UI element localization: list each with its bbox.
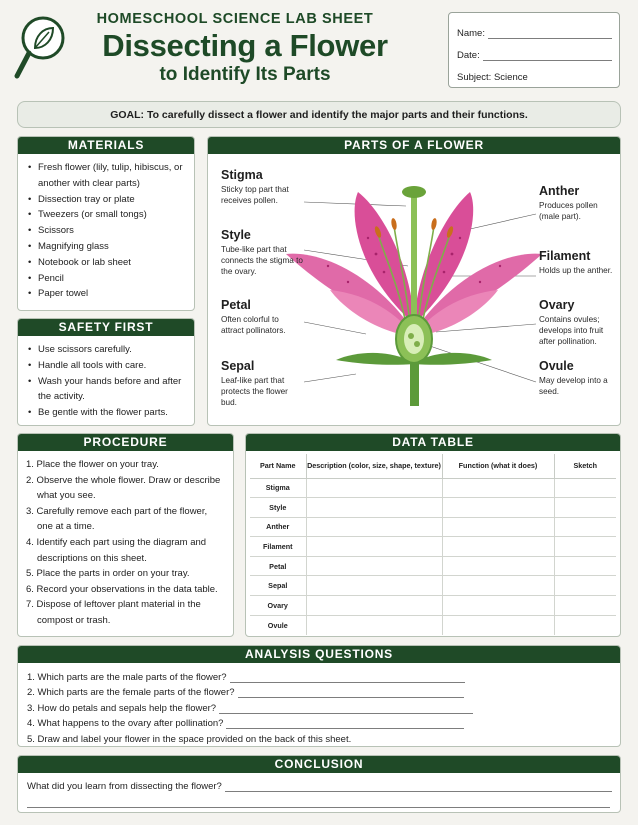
safety-list (18, 336, 194, 421)
question-text: 4. What happens to the ovary after pollination? (27, 718, 224, 729)
row-part-name: Ovary (250, 596, 306, 616)
list-item: • Be gentle with the flower parts. (28, 405, 186, 421)
page-title: Dissecting a Flower (102, 28, 388, 63)
label-anther-desc: Produces pollen (male part). (539, 201, 598, 221)
procedure-step: 7. Dispose of leftover plant material in the compost or trash. (26, 599, 201, 626)
procedure-step: 2. Observe the whole flower. Draw or describe what you see. (26, 474, 221, 502)
procedure-step: 3. Carefully remove each part of the flower, one at a time. (26, 505, 208, 533)
row-part-name: Sepal (250, 576, 306, 596)
description-cell[interactable] (306, 517, 442, 537)
data-table-panel (245, 433, 621, 637)
materials-list (18, 154, 194, 302)
conclusion-heading: CONCLUSION (18, 756, 620, 773)
sketch-cell[interactable] (554, 576, 616, 596)
label-style (221, 228, 303, 277)
list-item: • Use scissors carefully. (28, 342, 186, 358)
table-row (250, 576, 616, 596)
row-part-name: Petal (250, 556, 306, 576)
list-item: • Paper towel (28, 286, 186, 302)
logo (13, 10, 71, 88)
row-part-name: Stigma (250, 478, 306, 498)
procedure-step: 5. Place the parts in order on your tray. (26, 568, 190, 580)
function-cell[interactable] (442, 498, 554, 518)
data-table (250, 454, 616, 635)
sketch-cell[interactable] (554, 517, 616, 537)
materials-heading: MATERIALS (18, 137, 194, 154)
label-anther-title: Anther (539, 184, 580, 198)
student-info-box (448, 12, 620, 88)
list-item: • Tweezers (or small tongs) (28, 207, 186, 223)
label-stigma-title: Stigma (221, 168, 263, 182)
label-style-desc: Tube-like part that connects the stigma to the ovary. (221, 245, 303, 276)
procedure-heading: PROCEDURE (18, 434, 233, 451)
function-cell[interactable] (442, 517, 554, 537)
table-row (250, 478, 616, 498)
row-part-name: Filament (250, 537, 306, 557)
question-line[interactable] (27, 714, 612, 730)
sketch-cell[interactable] (554, 615, 616, 635)
list-item: • Wash your hands before and after the activity. (28, 374, 186, 406)
conclusion-extra-line[interactable] (27, 792, 610, 808)
sketch-cell[interactable] (554, 596, 616, 616)
question-line (27, 729, 612, 745)
list-item: • Dissection tray or plate (28, 192, 186, 208)
procedure-panel (17, 433, 234, 637)
label-ovary (539, 298, 619, 347)
row-part-name: Anther (250, 517, 306, 537)
date-field[interactable] (457, 45, 612, 61)
question-line[interactable] (27, 667, 612, 683)
question-text: 3. How do petals and sepals help the flower? (27, 702, 217, 714)
table-row (250, 556, 616, 576)
table-row (250, 537, 616, 557)
label-ovule-desc: May develop into a seed. (539, 376, 608, 396)
label-anther (539, 184, 617, 223)
parts-heading: PARTS OF A FLOWER (208, 137, 620, 154)
column-header: Function (what it does) (442, 454, 554, 478)
description-cell[interactable] (306, 537, 442, 557)
function-cell[interactable] (442, 596, 554, 616)
safety-heading: SAFETY FIRST (18, 319, 194, 336)
list-item: • Magnifying glass (28, 239, 186, 255)
subject-label: Subject: Science (457, 71, 528, 83)
list-item: • Pencil (28, 271, 186, 287)
label-filament-title: Filament (539, 249, 591, 263)
function-cell[interactable] (442, 556, 554, 576)
subject-field (457, 67, 612, 83)
procedure-step: 4. Identify each part using the diagram and descriptions on this sheet. (26, 536, 207, 564)
question-line[interactable] (27, 698, 612, 714)
description-cell[interactable] (306, 576, 442, 596)
question-text: 1. Which parts are the male parts of the flower? (27, 671, 227, 683)
function-cell[interactable] (442, 478, 554, 498)
description-cell[interactable] (306, 596, 442, 616)
column-header: Sketch (554, 454, 616, 478)
sketch-cell[interactable] (554, 478, 616, 498)
conclusion-prompt: What did you learn from dissecting the flower? (27, 780, 222, 792)
magnifying-glass-leaf-icon (13, 10, 71, 88)
date-label: Date: (457, 49, 480, 61)
procedure-step: 6. Record your observations in the data table. (26, 583, 218, 595)
conclusion-line[interactable] (27, 776, 612, 792)
table-row (250, 498, 616, 518)
conclusion-panel (17, 755, 621, 813)
label-stigma-desc: Sticky top part that receives pollen. (221, 185, 289, 205)
list-item: • Notebook or lab sheet (28, 255, 186, 271)
label-sepal-desc: Leaf-like part that protects the flower bud. (221, 376, 288, 407)
label-ovary-desc: Contains ovules; develops into fruit after pollination. (539, 315, 604, 346)
sketch-cell[interactable] (554, 556, 616, 576)
goal-text: To carefully dissect a flower and identify the major parts and their functions. (146, 109, 528, 121)
goal-label: GOAL: (110, 109, 145, 121)
label-petal-title: Petal (221, 298, 251, 312)
analysis-panel (17, 645, 621, 747)
label-ovary-title: Ovary (539, 298, 575, 312)
table-row (250, 596, 616, 616)
label-ovule-title: Ovule (539, 359, 574, 373)
page-subtitle: to Identify Its Parts (159, 64, 331, 85)
table-row (250, 517, 616, 537)
list-item: • Fresh flower (lily, tulip, hibiscus, or another with clear parts) (28, 160, 186, 192)
function-cell[interactable] (442, 615, 554, 635)
name-label: Name: (457, 27, 485, 39)
procedure-step: 1. Place the flower on your tray. (26, 459, 159, 470)
column-header: Part Name (250, 454, 306, 478)
materials-panel (17, 136, 195, 311)
label-ovule (539, 359, 617, 398)
question-text: 2. Which parts are the female parts of the flower? (27, 687, 235, 698)
question-line[interactable] (27, 683, 612, 699)
label-style-title: Style (221, 228, 251, 242)
label-filament-desc: Holds up the anther. (539, 266, 613, 275)
goal-banner (17, 101, 621, 128)
table-header-row (250, 454, 616, 478)
row-part-name: Style (250, 498, 306, 518)
description-cell[interactable] (306, 556, 442, 576)
safety-panel (17, 318, 195, 426)
sketch-cell[interactable] (554, 498, 616, 518)
sketch-cell[interactable] (554, 537, 616, 557)
data-table-heading: DATA TABLE (246, 434, 620, 451)
column-header: Description (color, size, shape, texture) (306, 454, 442, 478)
list-item: • Scissors (28, 223, 186, 239)
description-cell[interactable] (306, 615, 442, 635)
function-cell[interactable] (442, 576, 554, 596)
question-text: 5. Draw and label your flower in the space provided on the back of this sheet. (27, 733, 352, 745)
label-sepal (221, 359, 303, 408)
parts-panel (207, 136, 621, 426)
label-petal-desc: Often colorful to attract pollinators. (221, 315, 286, 335)
name-field[interactable] (457, 23, 612, 39)
lab-sheet-supertitle: HOMESCHOOL SCIENCE LAB SHEET (96, 11, 374, 27)
analysis-heading: ANALYSIS QUESTIONS (18, 646, 620, 663)
label-sepal-title: Sepal (221, 359, 255, 373)
label-stigma (221, 168, 311, 207)
list-item: • Handle all tools with care. (28, 358, 186, 374)
description-cell[interactable] (306, 478, 442, 498)
label-filament (539, 249, 617, 277)
label-petal (221, 298, 303, 337)
row-part-name: Ovule (250, 615, 306, 635)
function-cell[interactable] (442, 537, 554, 557)
procedure-steps (18, 451, 233, 629)
table-row (250, 615, 616, 635)
description-cell[interactable] (306, 498, 442, 518)
